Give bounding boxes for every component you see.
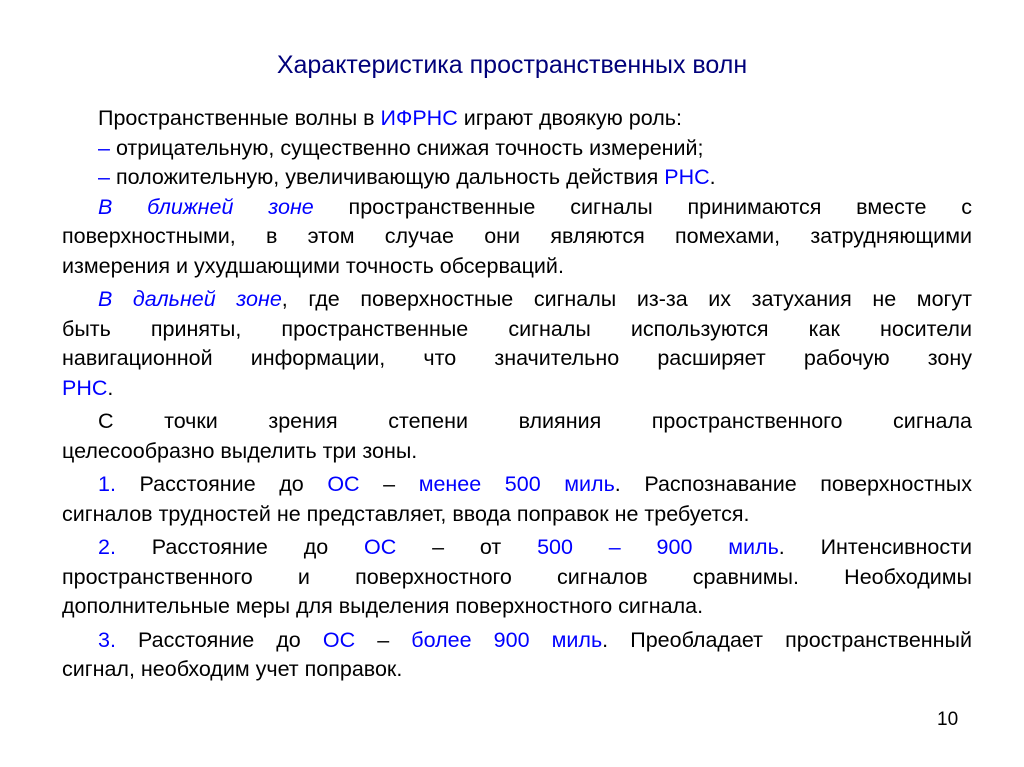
far-zone-line-3: навигационной информации, что значительно расширяет рабочую зону [62, 346, 972, 370]
term-rns: РНС [664, 165, 710, 189]
distance-range: менее 500 миль [418, 472, 615, 496]
slide-title: Характеристика пространственных волн [276, 51, 748, 79]
zones-intro-line-1: С точки зрения степени влияния пространственного сигнала [98, 409, 972, 433]
zone-1-line-1: 1. Расстояние до ОС – менее 500 миль. Распознавание поверхностных [98, 472, 972, 496]
zone-3-line-1: 3. Расстояние до ОС – более 900 миль. Преобладает пространственный [98, 627, 973, 652]
near-zone-line-3: измерения и ухудшающими точность обсерваций. [62, 253, 564, 278]
zones-intro-line-2: целесообразно выделить три зоны. [62, 438, 418, 463]
zone-2-line-2: пространственного и поверхностного сигналов сравнимы. Необходимы [62, 564, 972, 589]
term-os: ОС [364, 535, 397, 559]
intro-line-2: – отрицательную, существенно снижая точность измерений; [98, 135, 704, 160]
term-rns: РНС [62, 375, 108, 400]
slide-body [62, 104, 972, 685]
term-ifrns: ИФРНС [380, 106, 458, 130]
list-number: 3. [98, 627, 116, 652]
zone-3-line-2: сигнал, необходим учет поправок. [62, 657, 403, 681]
term-os: ОС [327, 472, 360, 496]
term-near-zone: В ближней зоне [98, 194, 314, 219]
intro-line-1: Пространственные волны в ИФРНС играют двоякую роль: [98, 106, 682, 130]
page-number: 10 [937, 709, 959, 730]
far-zone-line-4: РНС. [62, 375, 114, 400]
dash-marker: – [98, 165, 110, 189]
distance-range: 500 – 900 миль [537, 535, 779, 559]
zone-2-line-1: 2. Расстояние до ОС – от 500 – 900 миль. Интенсивности [98, 535, 972, 559]
distance-range: более 900 миль [411, 627, 603, 652]
far-zone-line-2: быть приняты, пространственные сигналы используются как носители [62, 316, 972, 341]
list-number: 2. [98, 535, 116, 559]
term-far-zone: В дальней зоне [98, 287, 282, 311]
far-zone-line-1: В дальней зоне, где поверхностные сигналы из-за их затухания не могут [98, 287, 972, 311]
dash-marker: – [98, 135, 110, 160]
near-zone-line-1: В ближней зоне пространственные сигналы принимаются вместе с [98, 194, 972, 219]
intro-line-3: – положительную, увеличивающую дальность действия РНС. [98, 165, 716, 189]
near-zone-line-2: поверхностными, в этом случае они являются помехами, затрудняющими [62, 224, 972, 248]
zone-1-line-2: сигналов трудностей не представляет, ввода поправок не требуется. [62, 501, 750, 526]
zone-2-line-3: дополнительные меры для выделения поверхностного сигнала. [62, 594, 704, 618]
list-number: 1. [98, 472, 116, 496]
term-os: ОС [322, 627, 356, 652]
